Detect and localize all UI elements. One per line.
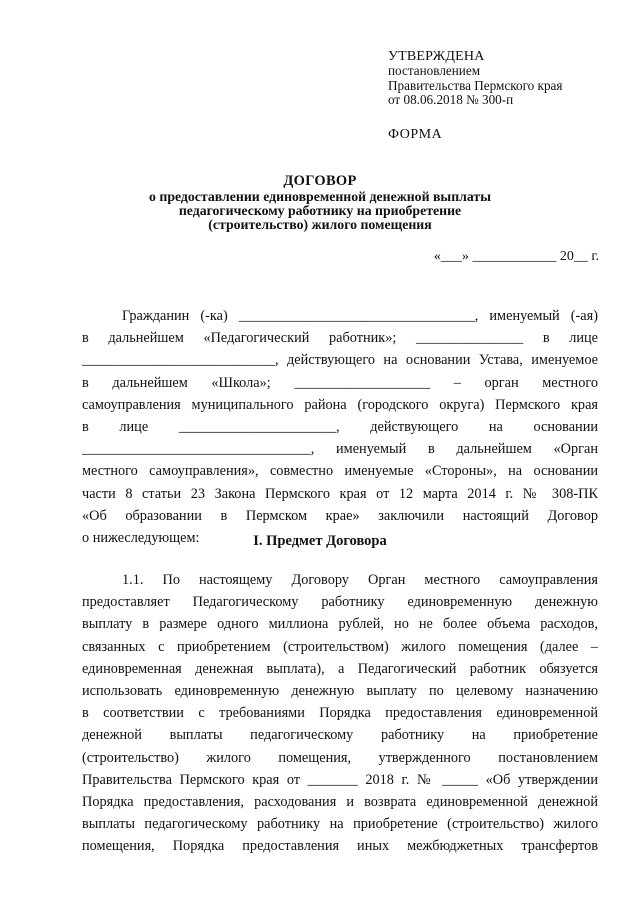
approval-stamp <box>388 50 562 108</box>
text-line: ________________________________, именуемый в дальнейшем «Орган <box>82 441 598 458</box>
approval-line: постановлением <box>388 63 481 79</box>
section-1-paragraph <box>82 569 598 857</box>
subtitle-line: (строительство) жилого помещения <box>208 217 432 233</box>
text-line: самоуправления муниципального района (городского округа) Пермского края <box>82 396 598 413</box>
text-line: в дальнейшем «Школа»; ___________________ – орган местного <box>82 374 598 391</box>
document-title <box>0 172 640 233</box>
section-heading: I. Предмет Договора <box>253 533 387 549</box>
text-line: предоставляет Педагогическому работнику единовременную денежную <box>82 594 598 611</box>
text-line: единовременная денежная выплата), а Педагогический работник обязуется <box>82 660 598 677</box>
text-line: Правительства Пермского края от _______ 2018 г. № _____ «Об утверждении <box>82 771 598 788</box>
contract-date-line: «___» ____________ 20__ г. <box>433 249 599 264</box>
title-main: ДОГОВОР <box>283 173 357 189</box>
approval-heading: УТВЕРЖДЕНА <box>388 49 485 64</box>
approval-line: Правительства Пермского края <box>388 77 563 93</box>
approval-line: от 08.06.2018 № 300-п <box>388 92 514 108</box>
title-subtitle <box>0 190 640 233</box>
preamble-paragraph <box>82 305 598 549</box>
text-line: связанных с приобретением (строительством) жилого помещения (далее – <box>82 638 598 655</box>
text-line: в дальнейшем «Педагогический работник»; _______________ в лице <box>82 330 598 347</box>
text-line: части 8 статьи 23 Закона Пермского края от 12 марта 2014 г. № 308-ПК <box>82 485 598 502</box>
text-line: выплату в размере одного миллиона рублей, но не более объема расходов, <box>82 616 598 633</box>
subtitle-line: о предоставлении единовременной денежной выплаты <box>149 189 491 204</box>
text-line: использовать единовременную денежную выплату по целевому назначению <box>82 682 598 699</box>
text-line: местного самоуправления», совместно именуемые «Стороны», на основании <box>82 463 598 480</box>
text-line: «Об образовании в Пермском крае» заключили настоящий Договор <box>82 507 598 524</box>
text-line: выплаты педагогическому работнику на приобретение (строительство) жилого <box>82 816 598 833</box>
text-line: в лице ______________________, действующего на основании <box>82 418 598 435</box>
form-label: ФОРМА <box>388 127 443 142</box>
text-line: в соответствии с требованиями Порядка предоставления единовременной <box>82 705 598 722</box>
text-line: денежной выплаты педагогическому работнику на приобретение <box>82 727 598 744</box>
subtitle-line: педагогическому работнику на приобретение <box>178 203 462 219</box>
text-line: ___________________________, действующего на основании Устава, именуемое <box>82 352 598 369</box>
text-line: 1.1. По настоящему Договору Орган местного самоуправления <box>122 572 598 588</box>
text-line: о нижеследующем: <box>82 529 200 546</box>
text-line: Гражданин (-ка) _________________________________, именуемый (-ая) <box>122 308 598 324</box>
text-line: помещения, Порядка предоставления иных межбюджетных трансфертов <box>82 838 598 855</box>
text-line: Порядка предоставления, расходования и возврата единовременной денежной <box>82 793 598 810</box>
text-line: (строительство) жилого помещения, утвержденного постановлением <box>82 749 598 766</box>
